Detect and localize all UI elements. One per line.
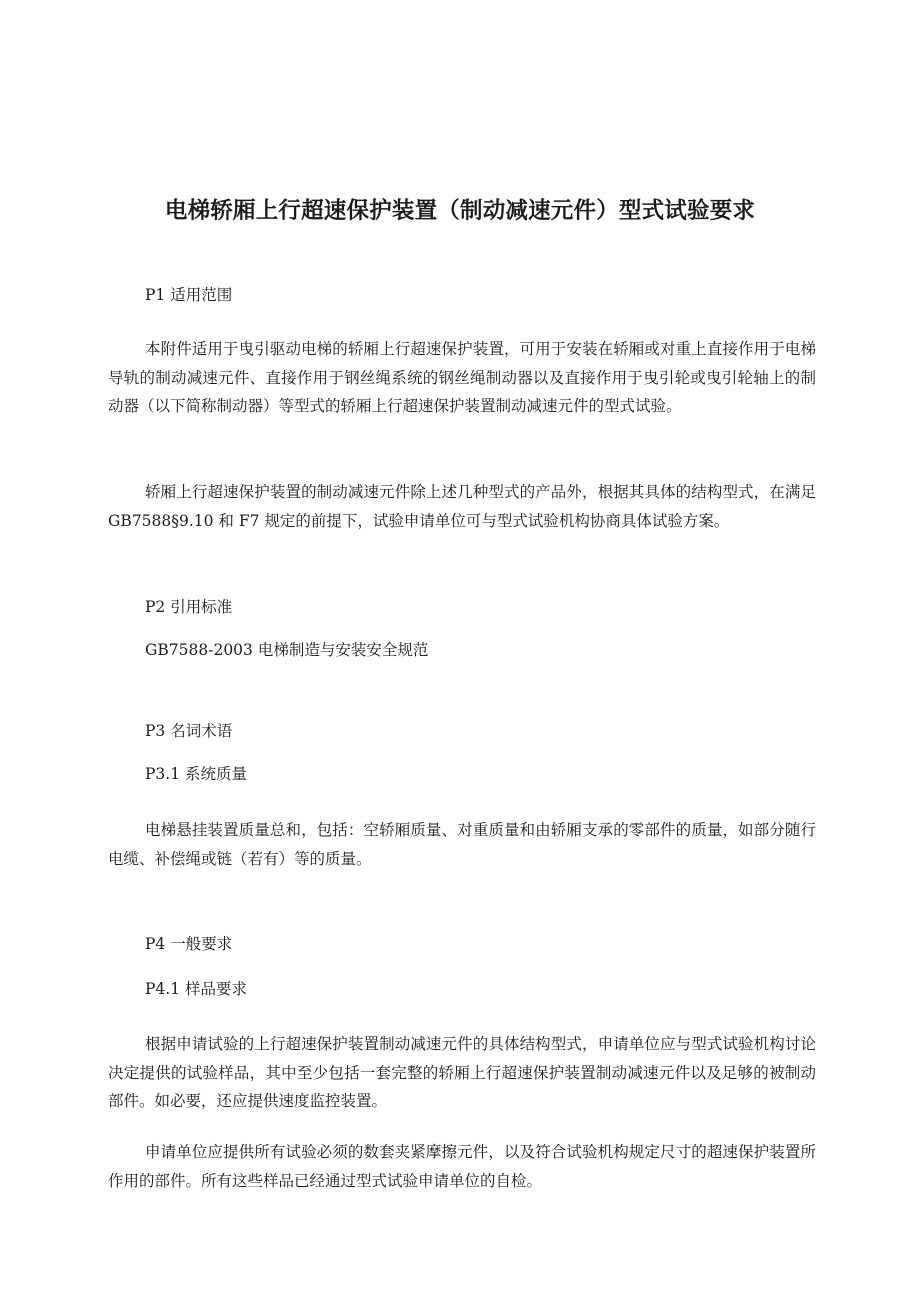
section-p1-heading: P1 适用范围 <box>145 286 233 304</box>
section-p4-1-paragraph-1: 根据申请试验的上行超速保护装置制动减速元件的具体结构型式，申请单位应与型式试验机构讨论决定提供的试验样品，其中至少包括一套完整的轿厢上行超速保护装置制动减速元件以及足够的被制动部件。如必要，还应提供速度监控装置。 <box>108 1035 816 1110</box>
section-p3-1-paragraph: 电梯悬挂装置质量总和，包括：空轿厢质量、对重质量和由轿厢支承的零部件的质量，如部分随行电缆、补偿绳或链（若有）等的质量。 <box>108 821 816 868</box>
section-p3-1-heading: P3.1 系统质量 <box>145 765 248 783</box>
section-p4-1-paragraph-2: 申请单位应提供所有试验必须的数套夹紧摩擦元件，以及符合试验机构规定尺寸的超速保护装置所作用的部件。所有这些样品已经通过型式试验申请单位的自检。 <box>108 1143 816 1190</box>
section-p3-heading: P3 名词术语 <box>145 722 233 740</box>
section-p2-heading: P2 引用标准 <box>145 598 233 616</box>
section-p4-1-heading: P4.1 样品要求 <box>145 980 248 998</box>
section-p4-heading: P4 一般要求 <box>145 935 233 953</box>
document-title: 电梯轿厢上行超速保护装置（制动减速元件）型式试验要求 <box>164 198 756 224</box>
section-p2-standard: GB7588-2003 电梯制造与安装安全规范 <box>145 641 429 659</box>
section-p1-paragraph-2: 轿厢上行超速保护装置的制动减速元件除上述几种型式的产品外，根据其具体的结构型式，在满足 GB7588§9.10 和 F7 规定的前提下，试验申请单位可与型式试验机构协商具体试验方案。 <box>108 483 816 530</box>
section-p1-paragraph-1: 本附件适用于曳引驱动电梯的轿厢上行超速保护装置，可用于安装在轿厢或对重上直接作用于电梯导轨的制动减速元件、直接作用于钢丝绳系统的钢丝绳制动器以及直接作用于曳引轮或曳引轮轴上的制动器（以下简称制动器）等型式的轿厢上行超速保护装置制动减速元件的型式试验。 <box>108 340 816 415</box>
